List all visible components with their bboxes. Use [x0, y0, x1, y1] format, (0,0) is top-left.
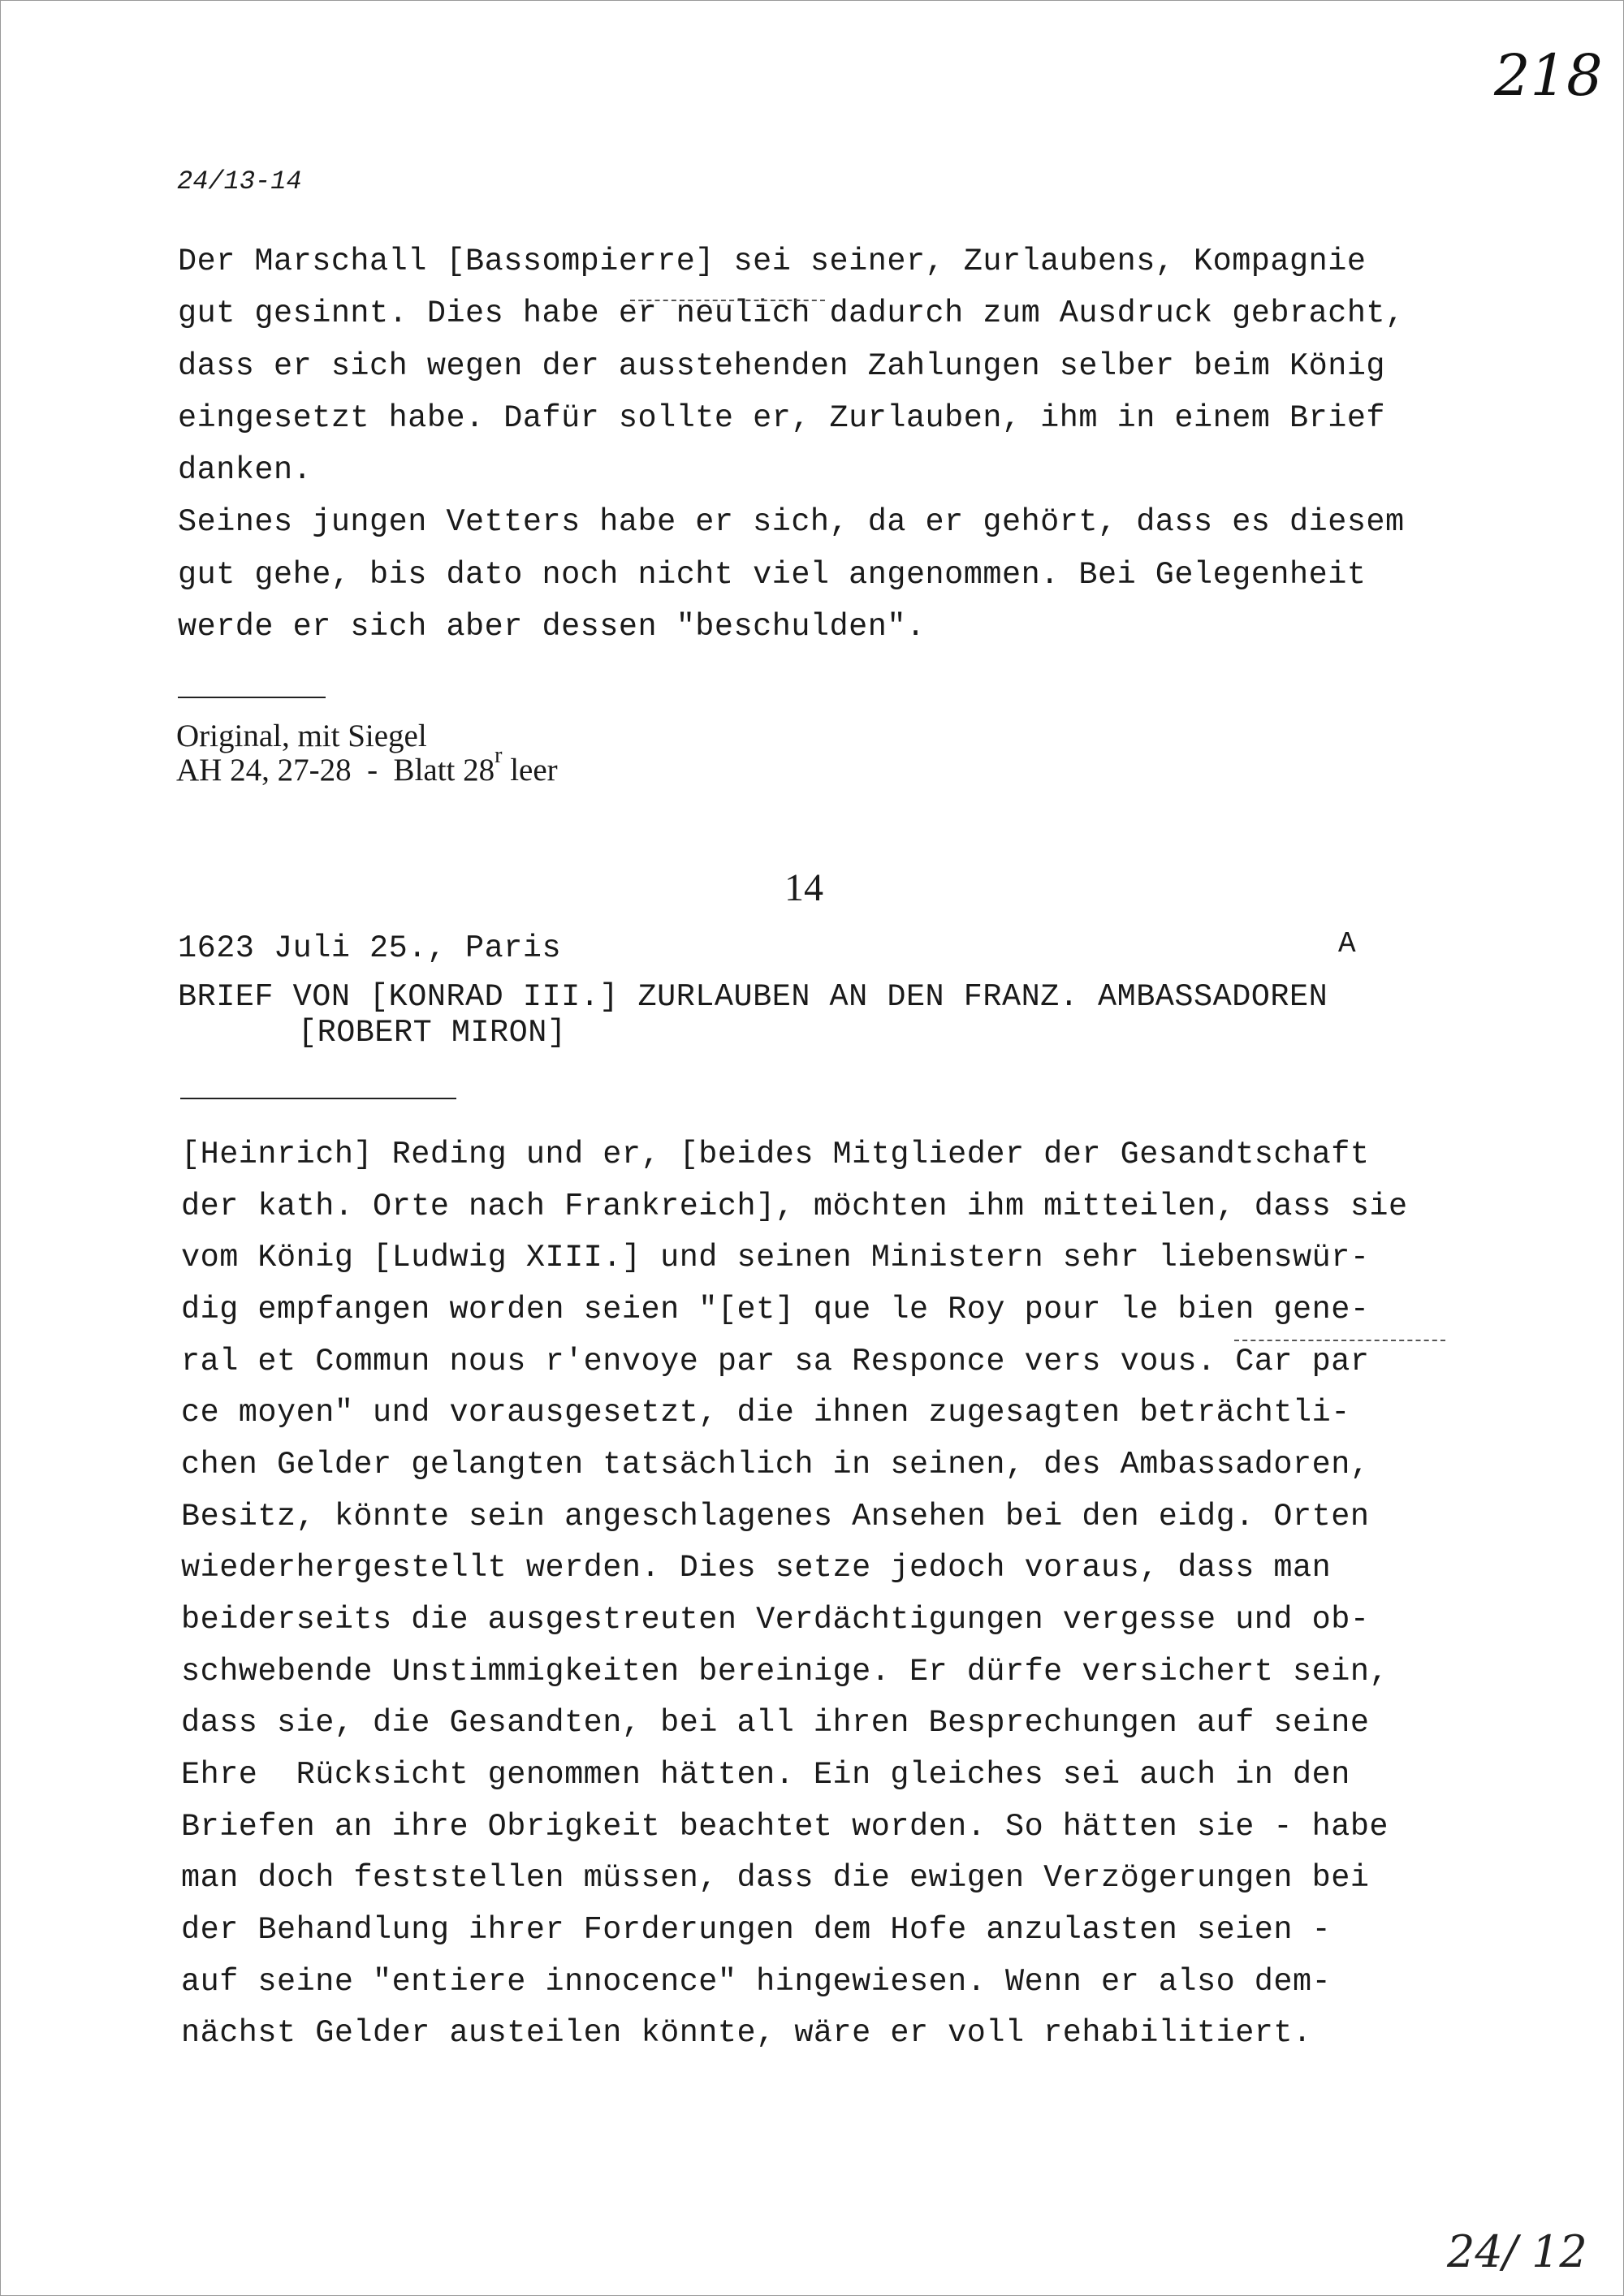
text-line: gut gesinnt. Dies habe er neulich dadurch zum Ausdruck gebracht,	[178, 296, 1405, 331]
text-line: der kath. Orte nach Frankreich], möchten ihm mitteilen, dass sie	[181, 1189, 1408, 1224]
text-line: auf seine "entiere innocence" hingewiesen. Wenn er also dem-	[181, 1964, 1332, 2000]
text-line: Ehre Rücksicht genommen hätten. Ein gleiches sei auch in den	[181, 1757, 1350, 1793]
text-line: ce moyen" und vorausgesetzt, die ihnen zugesagten beträchtli-	[181, 1395, 1350, 1431]
text-line: vom König [Ludwig XIII.] und seinen Ministern sehr liebenswür-	[181, 1240, 1370, 1275]
document-title: BRIEF VON [KONRAD III.] ZURLAUBEN AN DEN FRANZ. AMBASSADOREN	[178, 979, 1328, 1015]
text-line: gut gehe, bis dato noch nicht viel angenommen. Bei Gelegenheit	[178, 557, 1367, 593]
date-place: 1623 Juli 25., Paris	[178, 930, 562, 966]
text-line: dass sie, die Gesandten, bei all ihren Besprechungen auf seine	[181, 1705, 1370, 1741]
text-line: wiederhergestellt werden. Dies setze jedoch voraus, dass man	[181, 1550, 1332, 1586]
text-line: nächst Gelder austeilen könnte, wäre er voll rehabilitiert.	[181, 2015, 1312, 2051]
section-rule	[180, 1098, 456, 1099]
text-line: [Heinrich] Reding und er, [beides Mitglieder der Gesandtschaft	[181, 1137, 1370, 1172]
text-line: werde er sich aber dessen "beschulden".	[178, 609, 926, 645]
text-line: dig empfangen worden seien "[et] que le Roy pour le bien gene-	[181, 1292, 1370, 1327]
text-line: der Behandlung ihrer Forderungen dem Hofe anzulasten seien -	[181, 1912, 1332, 1948]
section-rule	[178, 697, 326, 698]
text-line: schwebende Unstimmigkeiten bereinige. Er dürfe versichert sein,	[181, 1654, 1389, 1690]
document-number: 14	[784, 866, 823, 909]
text-line: danken.	[178, 452, 313, 488]
text-line: eingesetzt habe. Dafür sollte er, Zurlauben, ihm in einem Brief	[178, 400, 1386, 436]
editorial-overline	[1234, 1340, 1445, 1341]
source-reference: AH 24, 27-28 - Blatt 28$^r$ leer	[176, 743, 558, 788]
text-line: Seines jungen Vetters habe er sich, da er gehört, dass es diesem	[178, 504, 1405, 540]
document-title-continued: [ROBERT MIRON]	[298, 1015, 567, 1051]
text-line: ral et Commun nous r'envoye par sa Responce vers vous. Car par	[181, 1344, 1370, 1379]
document-type-marker: A	[1338, 927, 1356, 960]
source-note: Original, mit Siegel	[176, 719, 427, 753]
reference-number: 24/13-14	[177, 166, 302, 196]
archive-mark: 24/ 12	[1447, 2226, 1587, 2277]
text-line: dass er sich wegen der ausstehenden Zahlungen selber beim König	[178, 348, 1386, 384]
text-line: Der Marschall [Bassompierre] sei seiner, Zurlaubens, Kompagnie	[178, 244, 1367, 279]
folio-number: 218	[1494, 42, 1603, 109]
text-line: man doch feststellen müssen, dass die ewigen Verzögerungen bei	[181, 1860, 1370, 1896]
editorial-overline	[630, 300, 825, 301]
text-line: chen Gelder gelangten tatsächlich in seinen, des Ambassadoren,	[181, 1447, 1370, 1482]
text-line: Besitz, könnte sein angeschlagenes Ansehen bei den eidg. Orten	[181, 1499, 1370, 1534]
text-line: beiderseits die ausgestreuten Verdächtigungen vergesse und ob-	[181, 1602, 1370, 1638]
text-line: Briefen an ihre Obrigkeit beachtet worden. So hätten sie - habe	[181, 1809, 1389, 1845]
